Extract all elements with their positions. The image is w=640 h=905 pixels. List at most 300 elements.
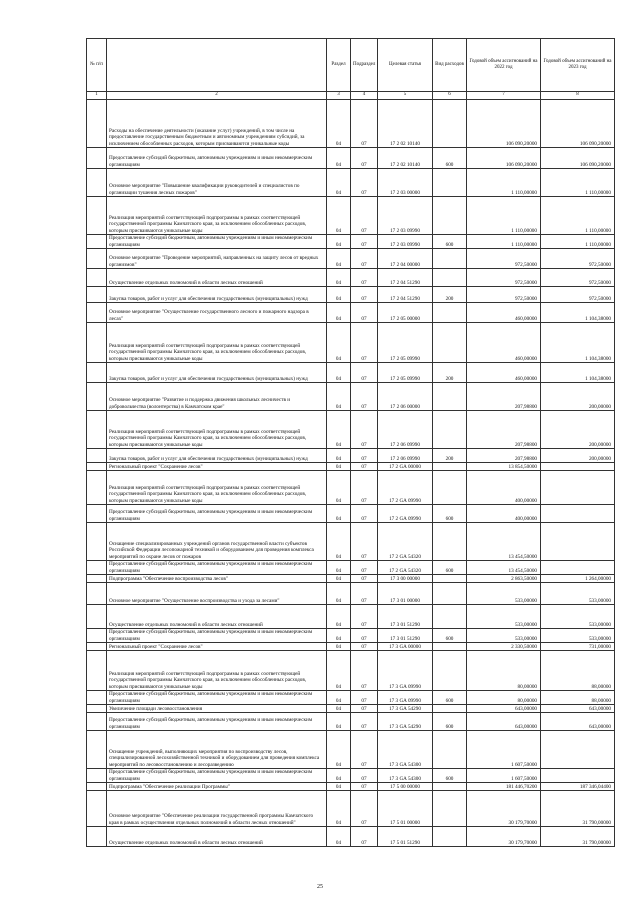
cell-2023: 1 104,38000 — [541, 323, 615, 363]
cell-name: Предоставление субсидий бюджетным, автономным учреждениям и иным некоммерческим организациям — [107, 691, 327, 705]
cell-vr: 600 — [433, 561, 467, 575]
cell-name: Региональный проект "Сохранение лесов" — [107, 643, 327, 651]
table-row — [87, 575, 615, 583]
cell-podrazdel: 07 — [351, 363, 378, 383]
cell-2023: 88,00000 — [541, 691, 615, 705]
cell-vr — [433, 100, 467, 148]
cell-razdel: 04 — [327, 561, 351, 575]
cell-razdel: 04 — [327, 463, 351, 471]
cell-podrazdel: 07 — [351, 523, 378, 561]
cell-name: Осуществление отдельных полномочий в области лесных отношений — [107, 827, 327, 847]
cell-2022: 533,00000 — [467, 583, 541, 605]
cell-2023: 972,50000 — [541, 287, 615, 303]
cell-name: Закупка товаров, работ и услуг для обеспечения государственных (муниципальных) нужд — [107, 449, 327, 463]
cell-2022: 400,00000 — [467, 505, 541, 523]
cell-razdel: 04 — [327, 449, 351, 463]
cell-csr: 17 2 06 09990 — [378, 411, 433, 449]
cell-podrazdel: 07 — [351, 383, 378, 411]
cell-num — [87, 323, 107, 363]
cell-razdel: 04 — [327, 523, 351, 561]
table-header-row — [87, 39, 615, 92]
header-2022: Годовой объем ассигнований на 2022 год — [467, 39, 541, 92]
cell-razdel: 04 — [327, 713, 351, 731]
cell-csr: 17 3 01 51290 — [378, 605, 433, 629]
cell-num — [87, 651, 107, 691]
cell-csr: 17 2 05 09990 — [378, 363, 433, 383]
table-row — [87, 605, 615, 629]
cell-csr: 17 5 00 00000 — [378, 783, 433, 791]
cell-num — [87, 269, 107, 287]
cell-podrazdel: 07 — [351, 249, 378, 269]
table-row — [87, 148, 615, 169]
cell-vr — [433, 731, 467, 769]
cell-podrazdel: 07 — [351, 235, 378, 249]
cell-num — [87, 629, 107, 643]
table-row — [87, 100, 615, 148]
table-row — [87, 463, 615, 471]
table-row — [87, 411, 615, 449]
cell-podrazdel: 07 — [351, 691, 378, 705]
cell-csr: 17 3 GA 54290 — [378, 705, 433, 713]
cell-name: Основное мероприятие "Осуществление государственного лесного и пожарного надзора в лесах" — [107, 303, 327, 323]
cell-razdel: 04 — [327, 303, 351, 323]
cell-2023 — [541, 523, 615, 561]
cell-podrazdel: 07 — [351, 169, 378, 197]
cell-csr: 17 2 GA 09990 — [378, 505, 433, 523]
cell-2022: 643,00000 — [467, 713, 541, 731]
cell-razdel: 04 — [327, 363, 351, 383]
cell-name: Региональный проект "Сохранение лесов" — [107, 463, 327, 471]
cell-num — [87, 691, 107, 705]
cell-num — [87, 383, 107, 411]
table-row — [87, 827, 615, 847]
cell-podrazdel: 07 — [351, 827, 378, 847]
cell-2023: 533,00000 — [541, 629, 615, 643]
cell-num — [87, 583, 107, 605]
cell-name: Основное мероприятие "Осуществление воспроизводства и ухода за лесами" — [107, 583, 327, 605]
table-row — [87, 783, 615, 791]
cell-num — [87, 505, 107, 523]
cell-csr: 17 3 00 00000 — [378, 575, 433, 583]
cell-vr: 200 — [433, 287, 467, 303]
cell-csr: 17 2 GA 54320 — [378, 523, 433, 561]
cell-vr — [433, 249, 467, 269]
cell-num — [87, 463, 107, 471]
table-row — [87, 363, 615, 383]
table-row — [87, 561, 615, 575]
cell-podrazdel: 07 — [351, 471, 378, 505]
cell-name: Предоставление субсидий бюджетным, автономным учреждениям и иным некоммерческим организациям — [107, 769, 327, 783]
cell-2022: 1 110,00000 — [467, 235, 541, 249]
cell-name: Основное мероприятие "Проведение мероприятий, направленных на защиту лесов от вредных организмов" — [107, 249, 327, 269]
table-row — [87, 197, 615, 235]
cell-2022: 106 090,20000 — [467, 148, 541, 169]
cell-2022: 13 454,50000 — [467, 561, 541, 575]
table-row — [87, 705, 615, 713]
cell-podrazdel: 07 — [351, 463, 378, 471]
cell-2023 — [541, 463, 615, 471]
cell-razdel: 04 — [327, 605, 351, 629]
cell-vr — [433, 197, 467, 235]
header-podrazdel: Подраздел — [351, 39, 378, 92]
col-number: 5 — [378, 92, 433, 100]
cell-name: Увеличение площади лесовосстановления — [107, 705, 327, 713]
cell-2022: 13 454,50000 — [467, 523, 541, 561]
table-row — [87, 383, 615, 411]
cell-name: Предоставление субсидий бюджетным, автономным учреждениям и иным некоммерческим организациям — [107, 629, 327, 643]
cell-num — [87, 235, 107, 249]
cell-razdel: 04 — [327, 197, 351, 235]
cell-podrazdel: 07 — [351, 303, 378, 323]
cell-vr: 200 — [433, 363, 467, 383]
cell-num — [87, 249, 107, 269]
cell-podrazdel: 07 — [351, 449, 378, 463]
cell-2023: 1 110,00000 — [541, 197, 615, 235]
cell-2022: 460,00000 — [467, 323, 541, 363]
cell-vr — [433, 583, 467, 605]
table-row — [87, 287, 615, 303]
cell-csr: 17 2 06 09990 — [378, 449, 433, 463]
table-row — [87, 713, 615, 731]
cell-2022: 460,00000 — [467, 363, 541, 383]
cell-name: Реализация мероприятий соответствующей подпрограммы в рамках соответствующей государственной программы Камчатского края, за исключением обособленных расходов, которым присваиваются уникальные коды — [107, 471, 327, 505]
cell-vr — [433, 643, 467, 651]
header-name — [107, 39, 327, 92]
cell-csr: 17 2 03 09990 — [378, 235, 433, 249]
cell-2022: 533,00000 — [467, 605, 541, 629]
cell-2022: 13 854,50000 — [467, 463, 541, 471]
table-row — [87, 731, 615, 769]
cell-podrazdel: 07 — [351, 287, 378, 303]
cell-csr: 17 3 01 51290 — [378, 629, 433, 643]
cell-vr — [433, 605, 467, 629]
table-row — [87, 691, 615, 705]
cell-num — [87, 148, 107, 169]
cell-razdel: 04 — [327, 323, 351, 363]
cell-num — [87, 471, 107, 505]
col-number: 8 — [541, 92, 615, 100]
cell-podrazdel: 07 — [351, 575, 378, 583]
cell-podrazdel: 07 — [351, 713, 378, 731]
table-row — [87, 791, 615, 827]
cell-vr — [433, 169, 467, 197]
cell-2022: 1 110,00000 — [467, 197, 541, 235]
cell-vr — [433, 323, 467, 363]
column-number-row — [87, 92, 615, 100]
cell-razdel: 04 — [327, 705, 351, 713]
cell-num — [87, 100, 107, 148]
cell-csr: 17 2 02 10140 — [378, 100, 433, 148]
cell-2023 — [541, 731, 615, 769]
cell-num — [87, 731, 107, 769]
cell-2022: 80,00000 — [467, 651, 541, 691]
cell-vr: 600 — [433, 505, 467, 523]
cell-podrazdel: 07 — [351, 411, 378, 449]
cell-2023: 731,00000 — [541, 643, 615, 651]
cell-csr: 17 3 GA 54290 — [378, 713, 433, 731]
cell-razdel: 04 — [327, 731, 351, 769]
col-number: 6 — [433, 92, 467, 100]
cell-2022: 972,50000 — [467, 269, 541, 287]
cell-2023: 200,00000 — [541, 411, 615, 449]
cell-2023: 533,00000 — [541, 605, 615, 629]
cell-name: Осуществление отдельных полномочий в области лесных отношений — [107, 269, 327, 287]
cell-2022: 643,00000 — [467, 705, 541, 713]
cell-razdel: 04 — [327, 643, 351, 651]
cell-num — [87, 169, 107, 197]
cell-csr: 17 3 01 00000 — [378, 583, 433, 605]
cell-name: Закупка товаров, работ и услуг для обеспечения государственных (муниципальных) нужд — [107, 363, 327, 383]
cell-name: Осуществление отдельных полномочий в области лесных отношений — [107, 605, 327, 629]
cell-razdel: 04 — [327, 411, 351, 449]
cell-2023: 972,50000 — [541, 249, 615, 269]
cell-podrazdel: 07 — [351, 731, 378, 769]
cell-2022: 106 090,20000 — [467, 100, 541, 148]
cell-podrazdel: 07 — [351, 269, 378, 287]
cell-razdel: 04 — [327, 169, 351, 197]
col-number: 2 — [107, 92, 327, 100]
cell-name: Предоставление субсидий бюджетным, автономным учреждениям и иным некоммерческим организациям — [107, 561, 327, 575]
cell-podrazdel: 07 — [351, 561, 378, 575]
cell-csr: 17 2 05 00000 — [378, 303, 433, 323]
cell-vr: 600 — [433, 148, 467, 169]
cell-vr: 200 — [433, 449, 467, 463]
cell-csr: 17 2 GA 09990 — [378, 471, 433, 505]
cell-name: Основное мероприятие "Развитие и поддержка движения школьных лесничеств и добровольчества (волонтерства) в Камчатском крае" — [107, 383, 327, 411]
cell-podrazdel: 07 — [351, 791, 378, 827]
cell-csr: 17 2 03 09990 — [378, 197, 433, 235]
cell-num — [87, 713, 107, 731]
cell-num — [87, 303, 107, 323]
cell-2022: 1 607,50000 — [467, 769, 541, 783]
table-row — [87, 449, 615, 463]
cell-num — [87, 791, 107, 827]
cell-vr: 600 — [433, 691, 467, 705]
cell-2022: 1 607,50000 — [467, 731, 541, 769]
table-row — [87, 303, 615, 323]
cell-2022: 181 446,70200 — [467, 783, 541, 791]
cell-razdel: 04 — [327, 100, 351, 148]
header-vr: Вид расходов — [433, 39, 467, 92]
cell-csr: 17 2 02 10140 — [378, 148, 433, 169]
cell-podrazdel: 07 — [351, 148, 378, 169]
cell-2023 — [541, 505, 615, 523]
cell-2022: 207,98800 — [467, 411, 541, 449]
cell-num — [87, 575, 107, 583]
cell-num — [87, 197, 107, 235]
cell-podrazdel: 07 — [351, 605, 378, 629]
cell-csr: 17 2 04 00000 — [378, 249, 433, 269]
cell-csr: 17 5 01 51290 — [378, 827, 433, 847]
col-number: 3 — [327, 92, 351, 100]
cell-csr: 17 2 05 09990 — [378, 323, 433, 363]
cell-2022: 30 179,70000 — [467, 791, 541, 827]
cell-razdel: 04 — [327, 575, 351, 583]
cell-2023: 200,00000 — [541, 449, 615, 463]
cell-razdel: 04 — [327, 235, 351, 249]
cell-2023 — [541, 561, 615, 575]
cell-name: Оснащение специализированных учреждений органов государственной власти субъектов Российской Федерации лесопожарной техникой и оборудованием для проведения комплекса мероприятий по охране лесов от пожаров — [107, 523, 327, 561]
col-number: 7 — [467, 92, 541, 100]
cell-name: Предоставление субсидий бюджетным, автономным учреждениям и иным некоммерческим организациям — [107, 505, 327, 523]
cell-name: Расходы на обеспечение деятельности (оказание услуг) учреждений, в том числе на предоставление государственным бюджетным и автономным учреждениям субсидий, за исключением обособленных расходов, которым присваиваются уникальные коды — [107, 100, 327, 148]
cell-2023: 533,00000 — [541, 583, 615, 605]
cell-csr: 17 2 06 00000 — [378, 383, 433, 411]
cell-name: Предоставление субсидий бюджетным, автономным учреждениям и иным некоммерческим организациям — [107, 713, 327, 731]
table-row — [87, 235, 615, 249]
budget-table — [86, 38, 615, 847]
cell-2023 — [541, 769, 615, 783]
cell-name: Оснащение учреждений, выполняющих мероприятия по воспроизводству лесов, специализированной лесохозяйственной техникой и оборудованием для проведения комплекса мероприятий по лесовосстановлению и лесоразведению — [107, 731, 327, 769]
cell-csr: 17 3 GA 54300 — [378, 731, 433, 769]
cell-2023: 88,00000 — [541, 651, 615, 691]
cell-podrazdel: 07 — [351, 323, 378, 363]
cell-razdel: 04 — [327, 783, 351, 791]
cell-num — [87, 287, 107, 303]
cell-podrazdel: 07 — [351, 651, 378, 691]
cell-name: Основное мероприятие "Повышение квалификации руководителей и специалистов по организации тушения лесных пожаров" — [107, 169, 327, 197]
cell-num — [87, 705, 107, 713]
cell-num — [87, 411, 107, 449]
header-razdel: Раздел — [327, 39, 351, 92]
cell-2022: 207,98800 — [467, 449, 541, 463]
cell-csr: 17 2 03 00000 — [378, 169, 433, 197]
cell-csr: 17 5 01 00000 — [378, 791, 433, 827]
table-row — [87, 651, 615, 691]
cell-2023 — [541, 471, 615, 505]
cell-csr: 17 2 04 51290 — [378, 287, 433, 303]
col-number: 4 — [351, 92, 378, 100]
cell-num — [87, 449, 107, 463]
cell-vr — [433, 791, 467, 827]
header-num: № п/п — [87, 39, 107, 92]
table-row — [87, 643, 615, 651]
table-row — [87, 323, 615, 363]
cell-2022: 207,98800 — [467, 383, 541, 411]
cell-razdel: 04 — [327, 629, 351, 643]
cell-2022: 533,00000 — [467, 629, 541, 643]
cell-vr — [433, 575, 467, 583]
cell-csr: 17 3 GA 09990 — [378, 691, 433, 705]
cell-2022: 972,50000 — [467, 249, 541, 269]
table-row — [87, 249, 615, 269]
cell-2023: 1 110,00000 — [541, 235, 615, 249]
cell-vr: 600 — [433, 713, 467, 731]
cell-2022: 400,00000 — [467, 471, 541, 505]
cell-2023: 643,00000 — [541, 713, 615, 731]
cell-podrazdel: 07 — [351, 643, 378, 651]
cell-podrazdel: 07 — [351, 100, 378, 148]
cell-csr: 17 2 GA 54320 — [378, 561, 433, 575]
cell-num — [87, 605, 107, 629]
table-row — [87, 583, 615, 605]
cell-num — [87, 827, 107, 847]
cell-vr — [433, 705, 467, 713]
cell-name: Закупка товаров, работ и услуг для обеспечения государственных (муниципальных) нужд — [107, 287, 327, 303]
cell-name: Реализация мероприятий соответствующей подпрограммы в рамках соответствующей государственной программы Камчатского края, за исключением обособленных расходов, которым присваиваются уникальные коды — [107, 651, 327, 691]
cell-vr — [433, 463, 467, 471]
cell-2023: 106 090,20000 — [541, 148, 615, 169]
table-row — [87, 169, 615, 197]
cell-razdel: 04 — [327, 287, 351, 303]
cell-podrazdel: 07 — [351, 783, 378, 791]
cell-csr: 17 3 GA 00000 — [378, 643, 433, 651]
cell-razdel: 04 — [327, 769, 351, 783]
cell-razdel: 04 — [327, 471, 351, 505]
cell-2023: 31 790,00000 — [541, 827, 615, 847]
cell-razdel: 04 — [327, 505, 351, 523]
cell-razdel: 04 — [327, 651, 351, 691]
header-2023: Годовой объем ассигнований на 2023 год — [541, 39, 615, 92]
header-csr: Целевая статья — [378, 39, 433, 92]
cell-razdel: 04 — [327, 827, 351, 847]
cell-vr: 600 — [433, 235, 467, 249]
cell-razdel: 04 — [327, 269, 351, 287]
cell-csr: 17 3 GA 09990 — [378, 651, 433, 691]
cell-vr: 600 — [433, 629, 467, 643]
table-row — [87, 629, 615, 643]
budget-table-page — [86, 38, 614, 847]
cell-num — [87, 523, 107, 561]
cell-vr — [433, 411, 467, 449]
cell-vr — [433, 783, 467, 791]
col-number: 1 — [87, 92, 107, 100]
cell-2023: 1 110,00000 — [541, 169, 615, 197]
cell-2023: 1 104,38000 — [541, 303, 615, 323]
table-row — [87, 471, 615, 505]
cell-num — [87, 769, 107, 783]
cell-razdel: 04 — [327, 583, 351, 605]
cell-podrazdel: 07 — [351, 583, 378, 605]
cell-vr — [433, 523, 467, 561]
table-row — [87, 769, 615, 783]
cell-2023: 1 104,38000 — [541, 363, 615, 383]
cell-2023: 200,00000 — [541, 383, 615, 411]
cell-name: Подпрограмма "Обеспечение воспроизводства лесов" — [107, 575, 327, 583]
cell-2022: 30 179,70000 — [467, 827, 541, 847]
cell-vr — [433, 827, 467, 847]
cell-vr — [433, 471, 467, 505]
cell-2022: 2 330,50000 — [467, 643, 541, 651]
cell-name: Реализация мероприятий соответствующей подпрограммы в рамках соответствующей государственной программы Камчатского края, за исключением обособленных расходов, которым присваиваются уникальные коды — [107, 411, 327, 449]
cell-razdel: 04 — [327, 249, 351, 269]
cell-vr: 600 — [433, 769, 467, 783]
page-number: 25 — [317, 884, 323, 890]
cell-vr — [433, 303, 467, 323]
cell-name: Реализация мероприятий соответствующей подпрограммы в рамках соответствующей государственной программы Камчатского края, за исключением обособленных расходов, которым присваиваются уникальные коды — [107, 197, 327, 235]
cell-num — [87, 643, 107, 651]
cell-podrazdel: 07 — [351, 769, 378, 783]
cell-2023: 187 346,04400 — [541, 783, 615, 791]
cell-2023: 31 790,00000 — [541, 791, 615, 827]
cell-2022: 972,50000 — [467, 287, 541, 303]
cell-podrazdel: 07 — [351, 629, 378, 643]
cell-razdel: 04 — [327, 691, 351, 705]
cell-2023: 972,50000 — [541, 269, 615, 287]
cell-razdel: 04 — [327, 791, 351, 827]
cell-razdel: 04 — [327, 148, 351, 169]
cell-name: Основное мероприятие "Обеспечение реализации государственной программы Камчатского края в рамках осуществления отдельных полномочий в области лесных отношений" — [107, 791, 327, 827]
cell-podrazdel: 07 — [351, 705, 378, 713]
cell-name: Реализация мероприятий соответствующей подпрограммы в рамках соответствующей государственной программы Камчатского края, за исключением обособленных расходов, которым присваиваются уникальные коды — [107, 323, 327, 363]
cell-num — [87, 561, 107, 575]
cell-2023: 106 090,20000 — [541, 100, 615, 148]
cell-num — [87, 363, 107, 383]
cell-num — [87, 783, 107, 791]
table-row — [87, 269, 615, 287]
cell-vr — [433, 383, 467, 411]
cell-vr — [433, 269, 467, 287]
